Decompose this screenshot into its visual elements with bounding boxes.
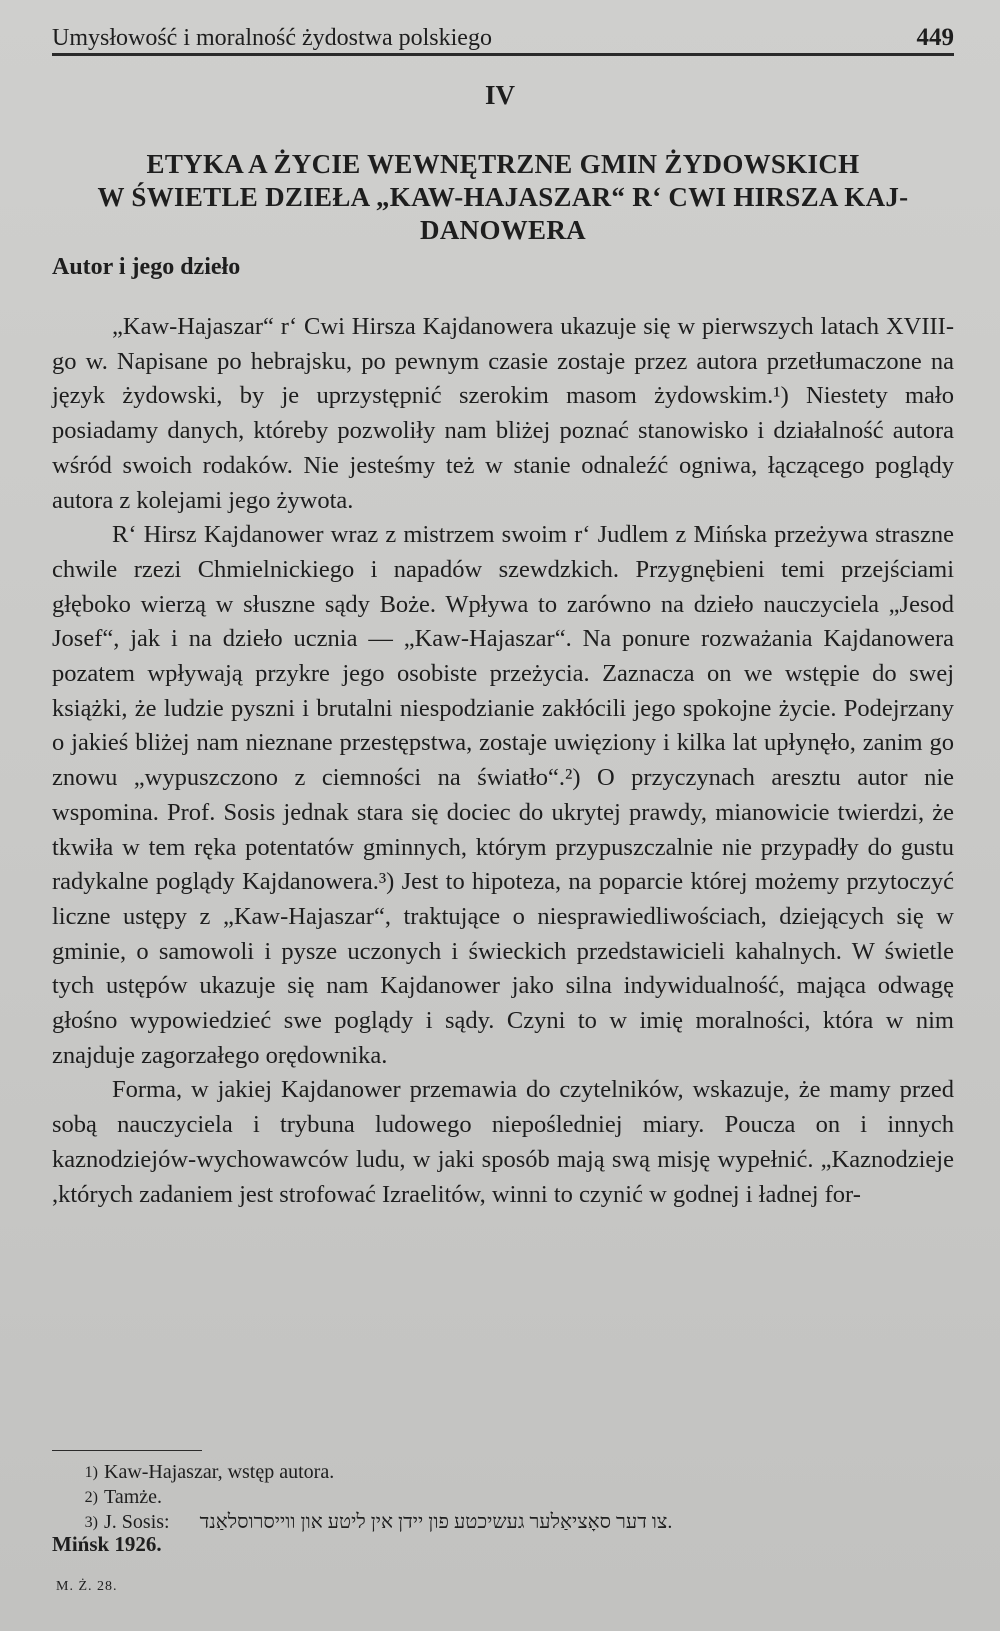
signature-mark: M. Ż. 28.: [56, 1579, 118, 1594]
chapter-title-line: ETYKA A ŻYCIE WEWNĘTRZNE GMIN ŻYDOWSKICH: [146, 149, 860, 179]
footnote-rule: [52, 1450, 202, 1451]
footnote-yiddish-title: צו דער סאָציאַלער געשיכטע פון יידן אין ליטע און ווייסרוסלאַנד.: [199, 1511, 673, 1533]
running-header: [52, 18, 954, 52]
running-title: Umysłowość i moralność żydostwa polskiego: [52, 25, 492, 51]
footnote-text: J. Sosis:: [104, 1511, 170, 1533]
footnote-text: Tamże.: [104, 1486, 163, 1508]
footnote: [60, 1510, 954, 1535]
chapter-title-line: DANOWERA: [420, 215, 586, 245]
header-rule: [52, 53, 954, 56]
footnote-number: 1): [84, 1464, 98, 1481]
paragraph: „Kaw-Hajaszar“ r‘ Cwi Hirsza Kajdanowera ukazuje się w pierwszych latach XVIII-go w. Napisane po hebrajsku, po pewnym czasie zostaje przez autora przetłumaczone na język żydowski, by je uprzystępnić szerokim masom żydowskim.¹) Niestety mało posiadamy danych, któreby pozwoliły nam bliżej poznać stanowisko i działalność autora wśród swoich rodaków. Nie jesteśmy też w stanie odnaleźć ogniwa, łączącego poglądy autora z kolejami jego żywota.: [52, 313, 954, 514]
footnote-number: 2): [84, 1489, 98, 1506]
footnote: [60, 1460, 954, 1485]
chapter-title-line: W ŚWIETLE DZIEŁA „KAW-HAJASZAR“ R‘ CWI HIRSZA KAJ-: [97, 182, 909, 212]
body-text: [52, 310, 954, 1212]
section-number: IV: [484, 80, 515, 110]
chapter-title: [52, 148, 954, 247]
footnote: [60, 1485, 954, 1510]
page-number: 449: [916, 24, 954, 51]
paragraph: Forma, w jakiej Kajdanower przemawia do czytelników, wskazuje, że mamy przed sobą nauczyciela i trybuna ludowego niepośledniej miary. Poucza on i innych kaznodziejów-wychowawców ludu, w jaki sposób mają swą misję wypełnić. „Kaznodzieje ,których zadaniem jest strofować Izraelitów, winni to czynić w godnej i ładnej for-: [52, 1076, 954, 1208]
footnotes: [60, 1460, 954, 1535]
subheading: Autor i jego dzieło: [52, 254, 241, 280]
paragraph: R‘ Hirsz Kajdanower wraz z mistrzem swoim r‘ Judlem z Mińska przeżywa straszne chwile rzezi Chmielnickiego i napadów szewdzkich. Przygnębieni temi przejściami głęboko wierzą w słuszne sądy Boże. Wpływa to zarówno na dzieło nauczyciela „Jesod Josef“, jak i na dzieło ucznia — „Kaw-Hajaszar“. Na ponure rozważania Kajdanowera pozatem wpływają przykre jego osobiste przeżycia. Zaznacza on we wstępie do swej książki, że ludzie pyszni i brutalni niespodzianie zakłócili jego spokojne życie. Podejrzany o jakieś bliżej nam nieznane przestępstwa, zostaje uwięziony i kilka lat upłynęło, zanim go znowu „wypuszczono z ciemności na światło“.²) O przyczynach aresztu autor nie wspomina. Prof. Sosis jednak stara się dociec do ukrytej prawdy, mianowicie twierdzi, że tkwiła w tem ręka potentatów gminnych, którym przypuszczalnie nie przypadły do gustu radykalne poglądy Kajdanowera.³) Jest to hipoteza, na poparcie której możemy przytoczyć liczne ustępy z „Kaw-Hajaszar“, traktujące o niesprawiedliwościach, dziejących się w gminie, o samowoli i pysze uczonych i świeckich przedstawicieli kahalnych. W świetle tych ustępów ukazuje się nam Kajdanower jako silna indywidualność, mająca odwagę głośno wypowiedzieć swe poglądy i sądy. Czyni to w imię moralności, która w nim znajduje zagorzałego orędownika.: [52, 521, 954, 1069]
footnote-place: Mińsk 1926.: [52, 1532, 162, 1556]
footnote-text: Kaw-Hajaszar, wstęp autora.: [104, 1461, 335, 1483]
footnote-number: 3): [84, 1514, 98, 1531]
